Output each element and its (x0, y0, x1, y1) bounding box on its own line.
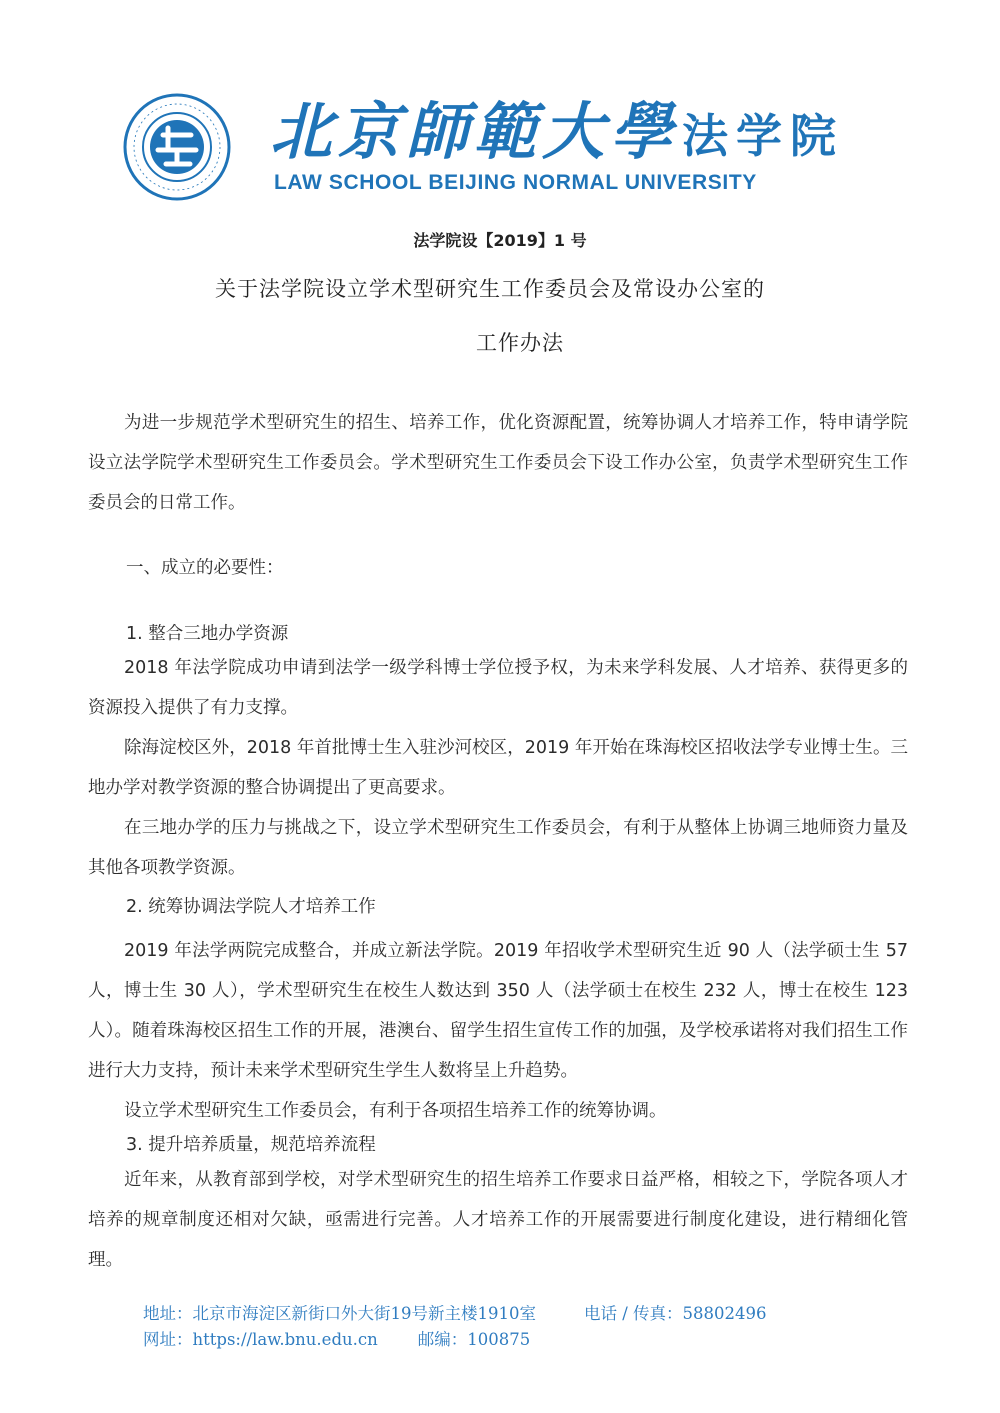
subsection-1-body (88, 648, 908, 888)
paragraph: 在三地办学的压力与挑战之下，设立学术型研究生工作委员会，有利于从整体上协调三地师资力量及其他各项教学资源。 (88, 818, 908, 878)
paragraph: 近年来，从教育部到学校，对学术型研究生的招生培养工作要求日益严格，相较之下，学院各项人才培养的规章制度还相对欠缺，亟需进行完善。人才培养工作的开展需要进行制度化建设，进行精细化管理。 (88, 1170, 908, 1270)
subsection-3-heading: 3. 提升培养质量，规范培养流程 (126, 1135, 376, 1155)
school-name-en: LAW SCHOOL BEIJING NORMAL UNIVERSITY (274, 171, 757, 194)
subsection-3-body (88, 1160, 908, 1280)
footer-line-2 (143, 1326, 903, 1350)
university-name-cn (262, 92, 862, 172)
paragraph: 2019 年法学两院完成整合，并成立新法学院。2019 年招收学术型研究生近 90 人（法学硕士生 57 人，博士生 30 人），学术型研究生在校生人数达到 350 人（法学硕士在校生 232 人，博士在校生 123 人）。随着珠海校区招生工作的开展，港澳台、留学生招生宣传工作的加强，及学校承诺将对我们招生工作进行大力支持，预计未来学术型研究生学生人数将呈上升趋势。 (88, 941, 908, 1081)
intro-paragraph: 为进一步规范学术型研究生的招生、培养工作，优化资源配置，统筹协调人才培养工作，特申请学院设立法学院学术型研究生工作委员会。学术型研究生工作委员会下设工作办公室，负责学术型研究生工作委员会的日常工作。 (88, 413, 908, 513)
law-school-seal-icon (122, 92, 232, 202)
footer-website: 网址：https://law.bnu.edu.cn (143, 1330, 378, 1349)
section-1-heading: 一、成立的必要性： (126, 558, 284, 578)
subsection-2-heading: 2. 统筹协调法学院人才培养工作 (126, 897, 376, 917)
document-title-line-2: 工作办法 (476, 331, 564, 355)
school-name-cn: 法学院 (682, 109, 844, 163)
subsection-1-heading: 1. 整合三地办学资源 (126, 624, 289, 644)
intro-block (88, 403, 908, 523)
university-wordmark: 北京師範大學 (270, 95, 679, 168)
paragraph: 2018 年法学院成功申请到法学一级学科博士学位授予权，为未来学科发展、人才培养、获得更多的资源投入提供了有力支撑。 (88, 658, 908, 718)
paragraph: 除海淀校区外，2018 年首批博士生入驻沙河校区，2019 年开始在珠海校区招收法学专业博士生。三地办学对教学资源的整合协调提出了更高要求。 (88, 738, 908, 798)
footer-address: 地址：北京市海淀区新街口外大街19号新主楼1910室 (143, 1304, 536, 1323)
paragraph: 设立学术型研究生工作委员会，有利于各项招生培养工作的统筹协调。 (124, 1101, 667, 1121)
footer-phone: 电话 / 传真：58802496 (584, 1304, 767, 1323)
footer-postcode: 邮编：100875 (417, 1330, 531, 1349)
document-number: 法学院设【2019】1 号 (413, 231, 587, 250)
document-title-line-1: 关于法学院设立学术型研究生工作委员会及常设办公室的 (215, 277, 765, 301)
footer-line-1 (143, 1300, 903, 1324)
subsection-2-body (88, 931, 908, 1131)
